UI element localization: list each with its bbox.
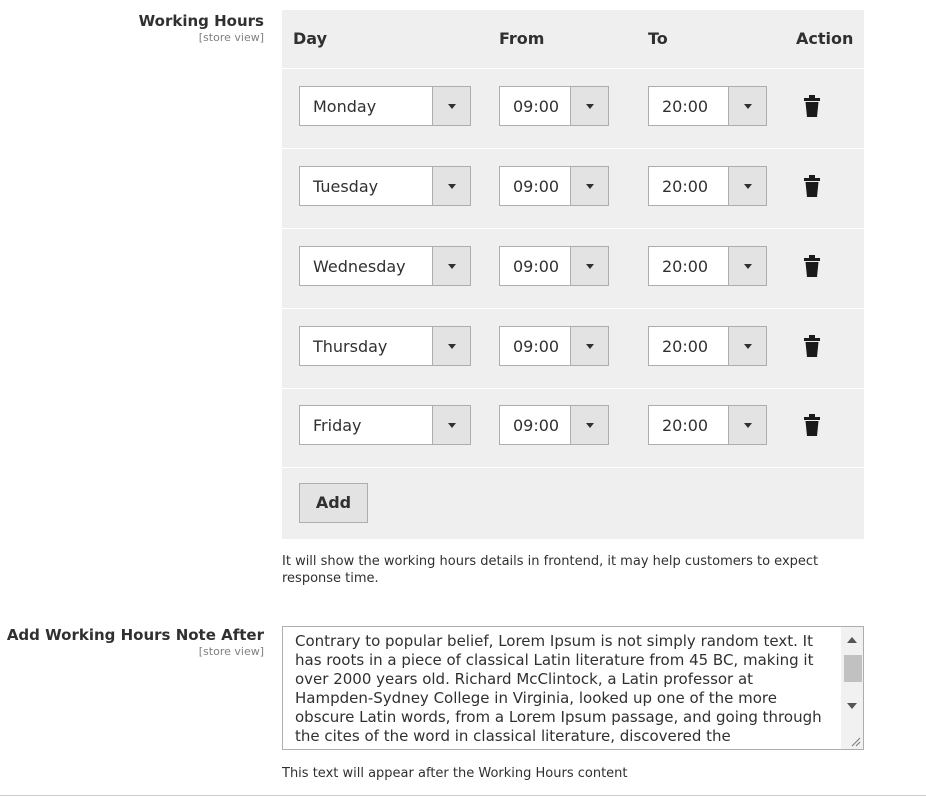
trash-icon[interactable] — [804, 175, 820, 197]
to-value: 20:00 — [662, 97, 709, 116]
from-value: 09:00 — [513, 177, 560, 196]
chevron-down-icon — [570, 87, 608, 125]
from-time-select[interactable] — [499, 405, 609, 445]
hours-row-friday — [282, 388, 864, 468]
from-value: 09:00 — [513, 416, 560, 435]
chevron-down-icon — [728, 167, 766, 205]
resize-grip-icon[interactable] — [849, 735, 861, 747]
from-time-select[interactable] — [499, 166, 609, 206]
hours-row-monday — [282, 69, 864, 149]
working-hours-scope: [store view] — [198, 31, 264, 44]
note-after-hint: This text will appear after the Working Hours content — [282, 766, 628, 781]
from-value: 09:00 — [513, 337, 560, 356]
scroll-down-icon[interactable] — [847, 703, 857, 709]
column-day: Day — [293, 29, 328, 48]
day-value: Tuesday — [313, 177, 379, 196]
chevron-down-icon — [728, 327, 766, 365]
working-hours-label — [139, 12, 264, 44]
trash-icon[interactable] — [804, 255, 820, 277]
to-time-select[interactable] — [648, 405, 767, 445]
chevron-down-icon — [728, 87, 766, 125]
chevron-down-icon — [432, 87, 470, 125]
to-time-select[interactable] — [648, 246, 767, 286]
chevron-down-icon — [432, 327, 470, 365]
day-select[interactable] — [299, 326, 471, 366]
add-row-button[interactable]: Add — [299, 483, 368, 523]
day-select[interactable] — [299, 86, 471, 126]
to-value: 20:00 — [662, 416, 709, 435]
to-value: 20:00 — [662, 337, 709, 356]
chevron-down-icon — [432, 406, 470, 444]
chevron-down-icon — [728, 406, 766, 444]
note-after-text: Contrary to popular belief, Lorem Ipsum is not simply random text. It has roots in a piece of classical Latin literature from 45 BC, making it over 2000 years old. Richard McClintock, a Latin professor at Hampden-Sydney College in Virginia, looked up one of the more obscure Latin words, from a Lorem Ipsum passage, and going through the cites of the word in classical literature, discovered the — [295, 632, 822, 745]
day-value: Friday — [313, 416, 362, 435]
to-time-select[interactable] — [648, 86, 767, 126]
note-after-title: Add Working Hours Note After — [6, 626, 264, 644]
chevron-down-icon — [570, 406, 608, 444]
from-time-select[interactable] — [499, 86, 609, 126]
scroll-up-icon[interactable] — [847, 637, 857, 643]
hours-row-wednesday — [282, 229, 864, 309]
chevron-down-icon — [570, 167, 608, 205]
to-time-select[interactable] — [648, 326, 767, 366]
divider — [0, 795, 926, 796]
column-action: Action — [796, 29, 854, 48]
chevron-down-icon — [432, 167, 470, 205]
column-to: To — [648, 29, 668, 48]
note-after-label — [7, 626, 264, 658]
column-from: From — [499, 29, 545, 48]
from-time-select[interactable] — [499, 246, 609, 286]
chevron-down-icon — [570, 247, 608, 285]
day-select[interactable] — [299, 166, 471, 206]
scrollbar[interactable] — [841, 627, 863, 749]
day-select[interactable] — [299, 246, 471, 286]
scroll-thumb[interactable] — [844, 655, 862, 682]
hours-row-thursday — [282, 309, 864, 389]
chevron-down-icon — [570, 327, 608, 365]
trash-icon[interactable] — [804, 95, 820, 117]
chevron-down-icon — [728, 247, 766, 285]
working-hours-grid — [282, 10, 864, 539]
to-time-select[interactable] — [648, 166, 767, 206]
day-value: Monday — [313, 97, 377, 116]
day-value: Thursday — [313, 337, 388, 356]
chevron-down-icon — [432, 247, 470, 285]
note-after-scope: [store view] — [198, 645, 264, 658]
to-value: 20:00 — [662, 257, 709, 276]
day-select[interactable] — [299, 405, 471, 445]
trash-icon[interactable] — [804, 414, 820, 436]
from-value: 09:00 — [513, 257, 560, 276]
working-hours-title: Working Hours — [138, 12, 264, 30]
grid-header — [282, 10, 864, 69]
working-hours-note: It will show the working hours details in frontend, it may help customers to expect response time. — [282, 554, 819, 586]
hours-row-tuesday — [282, 149, 864, 229]
from-value: 09:00 — [513, 97, 560, 116]
to-value: 20:00 — [662, 177, 709, 196]
note-after-textarea[interactable] — [282, 626, 864, 750]
day-value: Wednesday — [313, 257, 406, 276]
trash-icon[interactable] — [804, 335, 820, 357]
from-time-select[interactable] — [499, 326, 609, 366]
